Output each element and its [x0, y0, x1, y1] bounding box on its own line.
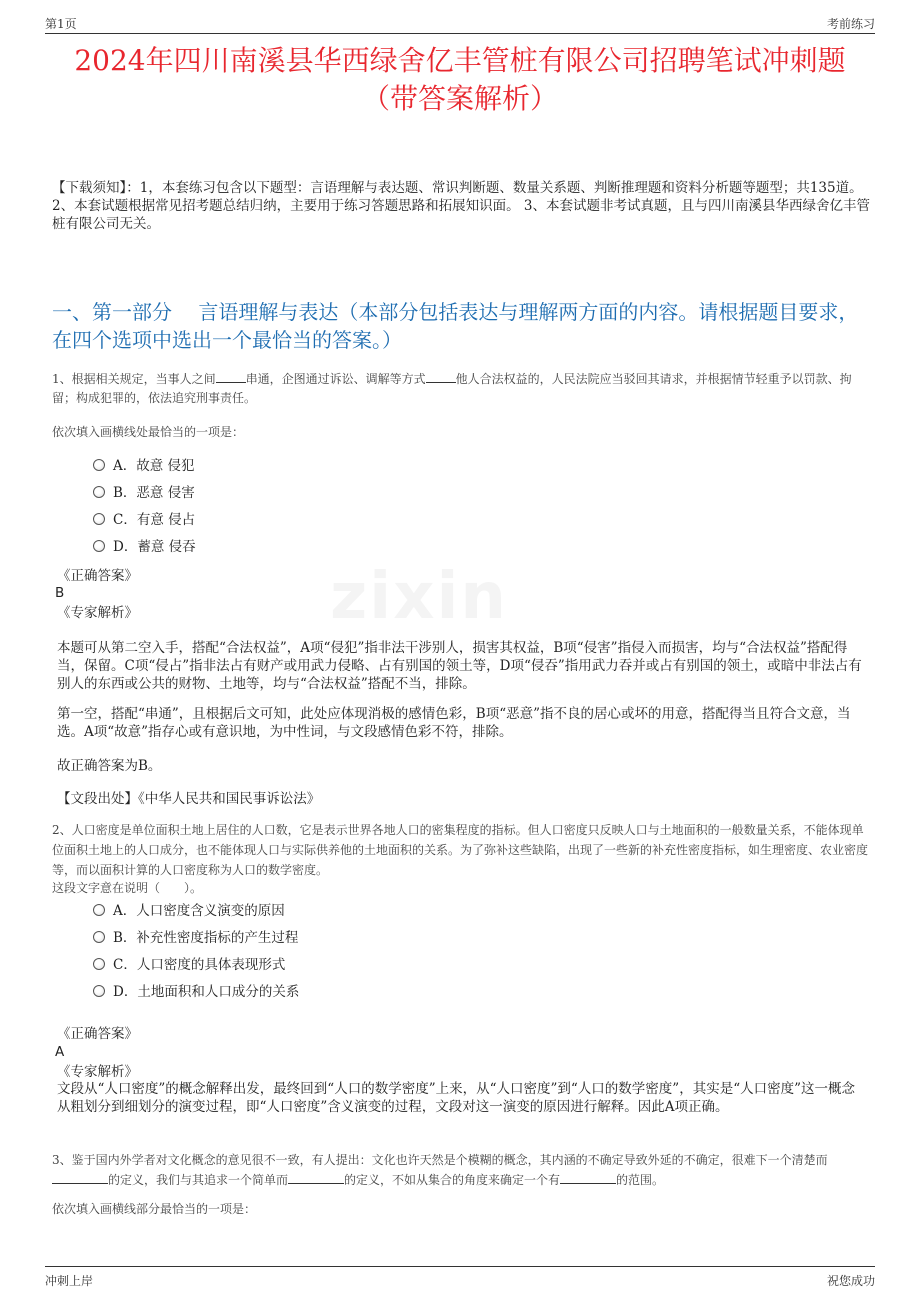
page-header [45, 14, 875, 34]
question-2-text: 2、人口密度是单位面积土地上居住的人口数，它是表示世界各地人口的密集程度的指标。但人口密度只反映人口与土地面积的一般数量关系，不能体现单位面积土地上的人口成分，也不能体现人口与实际供养他的土地面积的关系。为了弥补这些缺陷，出现了一些新的补充性密度指标，如生理密度、农业密度等，而以面积计算的人口密度称为人口的数学密度。 [52, 823, 869, 877]
option-label: C．人口密度的具体表现形式 [113, 957, 286, 973]
q1-option-b[interactable] [93, 483, 195, 503]
q1-text-c: 他人合法权益的，人民法院应当驳回其请求，并根据情节轻重予以罚款、拘留；构成犯罪的，依法追究刑事责任。 [52, 372, 852, 405]
q1-analysis-conclusion: 故正确答案为B。 [57, 758, 162, 774]
q2-analysis: 文段从“人口密度”的概念解释出发，最终回到“人口的数学密度”上来，从“人口密度”到“人口的数学密度”，其实是“人口密度”这一概念从粗划分到细划分的演变过程，即“人口密度”含义演变的过程，文段对这一演变的原因进行解释。因此A项正确。 [57, 1081, 856, 1115]
q2-option-d[interactable] [93, 982, 299, 1002]
radio-icon[interactable] [93, 958, 105, 970]
footer-left: 冲刺上岸 [45, 1274, 94, 1288]
watermark: zixin [330, 560, 508, 634]
q2-answer: A [55, 1044, 65, 1060]
q1-text-b: 串通，企图通过诉讼、调解等方式 [245, 372, 426, 386]
question-1-text [52, 370, 872, 408]
page-title [30, 42, 890, 118]
option-label: A．故意 侵犯 [113, 458, 195, 474]
radio-icon[interactable] [93, 931, 105, 943]
question-3-text [52, 1150, 872, 1190]
q1-analysis-paragraph-2: 第一空，搭配“串通”，且根据后文可知，此处应体现消极的感情色彩，B项“恶意”指不良的居心或坏的用意，搭配得当且符合文意，当选。A项“故意”指存心或有意识地，为中性词，与文段感情色彩不符，排除。 [57, 706, 851, 740]
question-2-prompt: 这段文字意在说明（ ）。 [52, 881, 203, 895]
option-label: B．恶意 侵害 [113, 485, 195, 501]
q1-source: 【文段出处】《中华人民共和国民事诉讼法》 [57, 791, 321, 807]
download-notice: 【下载须知】：1，本套练习包含以下题型：言语理解与表达题、常识判断题、数量关系题、判断推理题和资料分析题等题型；共135道。 2、本套试题根据常见招考题总结归纳，主要用于练习答题思路和拓展知识面。 3、本套试题非考试真题，且与四川南溪县华西绿舍亿丰管桩有限公司无关。 [52, 180, 870, 232]
q1-analysis-label: 《专家解析》 [57, 605, 138, 621]
blank [216, 371, 246, 383]
q1-answer-label: 《正确答案》 [57, 568, 138, 584]
q2-analysis-label: 《专家解析》 [57, 1064, 138, 1080]
option-label: D．蓄意 侵吞 [113, 539, 196, 555]
blank [426, 371, 456, 383]
title-line-1: 2024年四川南溪县华西绿舍亿丰管桩有限公司招聘笔试冲刺题 [74, 44, 846, 77]
title-line-2: （带答案解析） [361, 82, 558, 115]
option-label: A．人口密度含义演变的原因 [113, 903, 285, 919]
radio-icon[interactable] [93, 985, 105, 997]
option-label: B．补充性密度指标的产生过程 [113, 930, 299, 946]
q1-text-a: 1、根据相关规定，当事人之间 [52, 372, 216, 386]
q1-option-c[interactable] [93, 510, 195, 530]
section-heading: 一、第一部分 言语理解与表达（本部分包括表达与理解两方面的内容。请根据题目要求，在四个选项中选出一个最恰当的答案。） [52, 300, 859, 352]
q2-option-b[interactable] [93, 928, 298, 948]
q1-option-a[interactable] [93, 456, 195, 476]
q1-answer: B [55, 585, 65, 601]
radio-icon[interactable] [93, 513, 105, 525]
page-footer [45, 1266, 875, 1290]
q3-text-d: 的范围。 [616, 1173, 665, 1187]
radio-icon[interactable] [93, 486, 105, 498]
radio-icon[interactable] [93, 459, 105, 471]
blank [560, 1172, 616, 1184]
blank [288, 1172, 344, 1184]
header-label: 考前练习 [826, 17, 875, 31]
footer-right: 祝您成功 [826, 1274, 875, 1288]
q2-answer-label: 《正确答案》 [57, 1026, 138, 1042]
blank [52, 1172, 108, 1184]
option-label: D．土地面积和人口成分的关系 [113, 984, 300, 1000]
option-label: C．有意 侵占 [113, 512, 196, 528]
q3-text-a: 3、鉴于国内外学者对文化概念的意见很不一致，有人提出：文化也许天然是个模糊的概念，其内涵的不确定导致外延的不确定，很难下一个清楚而 [52, 1153, 828, 1167]
question-1-prompt: 依次填入画横线处最恰当的一项是： [52, 425, 245, 439]
question-3-prompt: 依次填入画横线部分最恰当的一项是： [52, 1202, 257, 1216]
q1-analysis-paragraph-1: 本题可从第二空入手，搭配“合法权益”，A项“侵犯”指非法干涉别人，损害其权益，B项“侵害”指侵入而损害，均与“合法权益”搭配得当，保留。C项“侵占”指非法占有财产或用武力侵略、占有别国的领土等，D项“侵吞”指用武力吞并或占有别国的领土，或暗中非法占有别人的东西或公共的财物、土地等，均与“合法权益”搭配不当，排除。 [57, 640, 862, 692]
radio-icon[interactable] [93, 540, 105, 552]
q2-option-c[interactable] [93, 955, 285, 975]
q1-option-d[interactable] [93, 537, 196, 557]
q3-text-c: 的定义，不如从集合的角度来确定一个有 [344, 1173, 561, 1187]
q2-option-a[interactable] [93, 901, 285, 921]
page-number: 第1页 [45, 17, 77, 31]
radio-icon[interactable] [93, 904, 105, 916]
q3-text-b: 的定义，我们与其追求一个简单而 [108, 1173, 289, 1187]
